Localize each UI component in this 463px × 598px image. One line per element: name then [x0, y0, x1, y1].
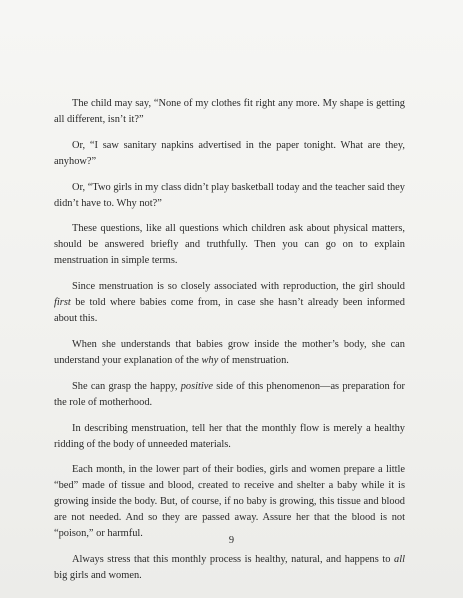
paragraph — [54, 379, 405, 411]
paragraph-text: In describing menstruation, tell her that the monthly flow is merely a healthy ridding of the body of unneeded materials. — [54, 422, 405, 450]
paragraph-text: These questions, like all questions which children ask about physical matters, should be answered briefly and truthfully. Then you can go on to explain menstruation in simple terms. — [54, 223, 405, 267]
paragraph-text: Each month, in the lower part of their bodies, girls and women prepare a little “bed” made of tissue and blood, created to receive and shelter a baby while it is growing inside the body. But, of course, if no baby is growing, this tissue and blood are not needed. And so they are passed away. Assure her that the blood is not “poison,” or harmful. — [54, 464, 405, 540]
paragraph — [54, 462, 405, 542]
paragraph — [54, 279, 405, 327]
italic-text: first — [54, 297, 71, 309]
paragraph-text: She can grasp the happy, — [72, 380, 181, 392]
paragraph-text: Or, “Two girls in my class didn’t play basketball today and the teacher said they didn’t have to. Why not?” — [54, 181, 405, 209]
paragraph-text: When she understands that babies grow inside the mother’s body, she can understand your explanation of the — [54, 338, 405, 366]
page-number: 9 — [228, 535, 235, 546]
paragraph-text: Always stress that this monthly process is healthy, natural, and happens to — [72, 554, 395, 566]
italic-text: all — [394, 554, 405, 566]
paragraph-text: side of this phenomenon—as preparation for the role of motherhood. — [54, 380, 405, 408]
paragraph-text: The child may say, “None of my clothes fit right any more. My shape is getting all different, isn’t it?” — [54, 98, 405, 125]
paragraph — [54, 552, 405, 584]
paragraph-text: of menstruation. — [218, 354, 289, 366]
paragraph — [54, 96, 405, 128]
italic-text: why — [201, 354, 219, 366]
paragraph — [54, 337, 405, 369]
paragraph-text: be told where babies come from, in case she hasn’t already been informed about this. — [54, 297, 405, 325]
italic-text: positive — [180, 380, 214, 392]
body-text — [54, 96, 405, 594]
paragraph-text: Since menstruation is so closely associated with reproduction, the girl should — [72, 281, 405, 293]
paragraph-text: Or, “I saw sanitary napkins advertised in the paper tonight. What are they, anyhow?” — [54, 139, 405, 167]
paragraph — [54, 180, 405, 212]
paragraph — [54, 421, 405, 453]
paragraph — [54, 221, 405, 269]
paragraph-text: big girls and women. — [54, 570, 142, 582]
paragraph — [54, 138, 405, 170]
